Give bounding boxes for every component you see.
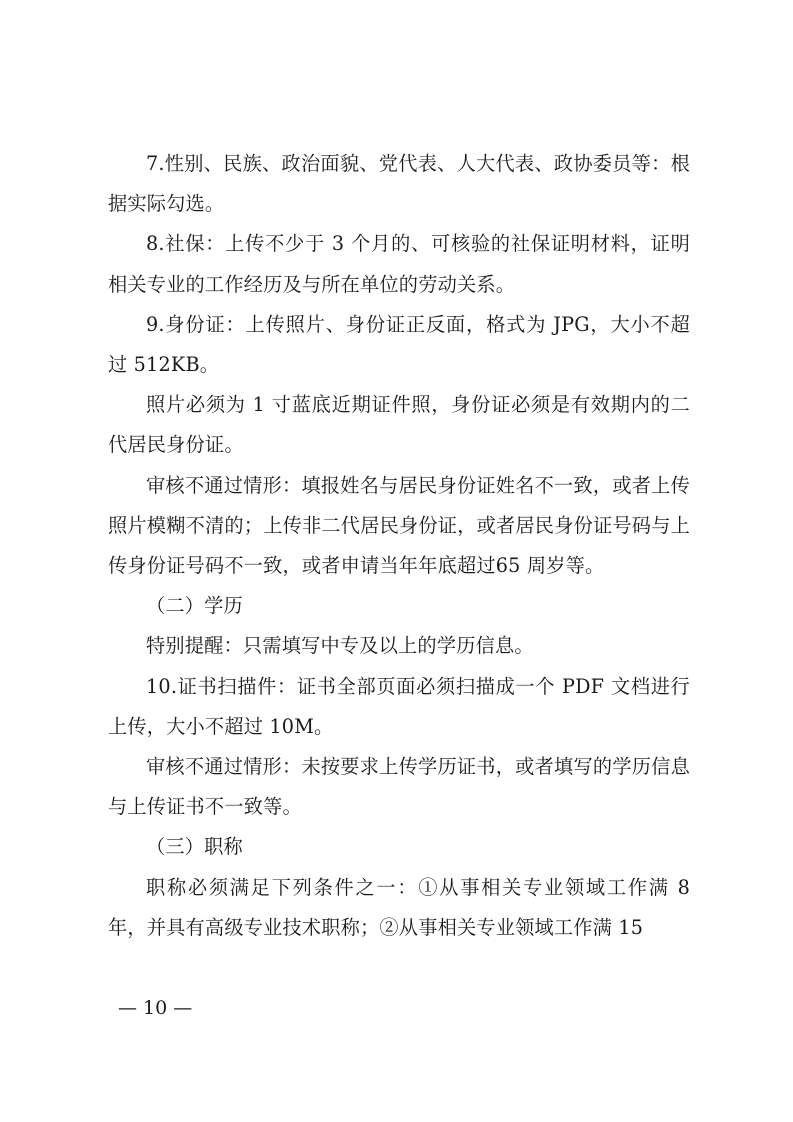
page-number: — 10 — — [118, 997, 193, 1019]
paragraph-gender-ethnicity: 7.性别、民族、政治面貌、党代表、人大代表、政协委员等：根据实际勾选。 — [108, 152, 690, 216]
section-heading-education: （二）学历 — [146, 594, 243, 618]
paragraph-certificate-scan: 10.证书扫描件：证书全部页面必须扫描成一个 PDF 文档进行上传，大小不超过 10M。 — [108, 674, 690, 738]
paragraph-photo-requirement: 照片必须为 1 寸蓝底近期证件照，身份证必须是有效期内的二代居民身份证。 — [108, 393, 690, 457]
section-heading-professional-title: （三）职称 — [146, 835, 243, 859]
paragraph-education-reminder: 特别提醒：只需填写中专及以上的学历信息。 — [146, 634, 534, 658]
paragraph-title-conditions: 职称必须满足下列条件之一：①从事相关专业领域工作满 8 年，并具有高级专业技术职称；②从事相关专业领域工作满 15 — [108, 875, 690, 939]
document-body — [108, 144, 690, 948]
paragraph-id-review-failure: 审核不通过情形：填报姓名与居民身份证姓名不一致，或者上传照片模糊不清的；上传非二代居民身份证，或者居民身份证号码与上传身份证号码不一致，或者申请当年年底超过65 周岁等。 — [108, 473, 690, 578]
paragraph-social-security: 8.社保：上传不少于 3 个月的、可核验的社保证明材料，证明相关专业的工作经历及与所在单位的劳动关系。 — [108, 232, 690, 296]
paragraph-education-review-failure: 审核不通过情形：未按要求上传学历证书，或者填写的学历信息与上传证书不一致等。 — [108, 755, 690, 819]
paragraph-id-card: 9.身份证：上传照片、身份证正反面，格式为 JPG，大小不超过 512KB。 — [108, 312, 690, 377]
